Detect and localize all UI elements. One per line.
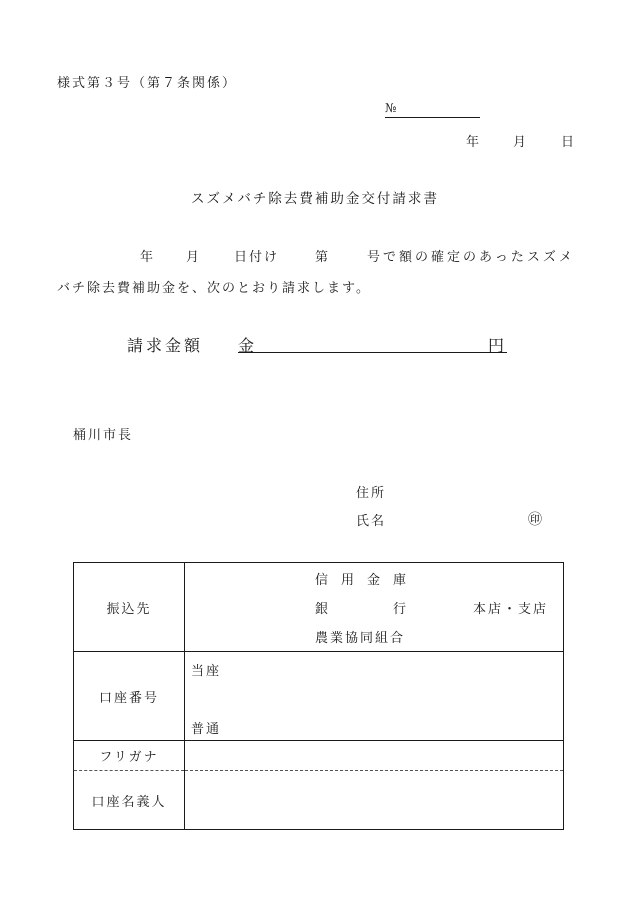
- account-kind-ordinary: 普通: [191, 722, 222, 737]
- number-label: №: [385, 101, 397, 115]
- institution-bank: 銀 行: [315, 602, 407, 617]
- account-holder-cell: [185, 771, 564, 830]
- amount-label: 請求金額: [127, 336, 204, 355]
- name-label: 氏名: [356, 514, 387, 529]
- body-line1-rest: 号で額の確定のあったスズメ: [367, 250, 575, 265]
- account-holder-row: [74, 771, 564, 830]
- addressee: 桶川市長: [73, 428, 134, 443]
- branch-type: 本店・支店: [473, 602, 549, 617]
- account-number-cell: [185, 652, 564, 741]
- body-dated: 日付け: [234, 250, 280, 265]
- account-holder-label: 口座名義人: [74, 771, 185, 830]
- form-number-label: 様式第３号（第７条関係）: [57, 76, 238, 91]
- body-line2: バチ除去費補助金を、次のとおり請求します。: [57, 281, 371, 296]
- document-number-field: [385, 101, 480, 118]
- amount-prefix: 金: [238, 336, 255, 355]
- transfer-row: [74, 563, 564, 652]
- account-number-row: [74, 652, 564, 741]
- furigana-cell: [185, 741, 564, 771]
- date-year-label: 年: [466, 135, 480, 150]
- amount-field: [238, 333, 507, 353]
- furigana-label: フリガナ: [74, 741, 185, 771]
- document-title: スズメバチ除去費補助金交付請求書: [191, 191, 439, 207]
- address-label: 住所: [356, 486, 387, 501]
- amount-suffix: 円: [487, 336, 504, 355]
- seal-mark: ㊞: [528, 512, 542, 528]
- furigana-row: [74, 741, 564, 771]
- institution-credit-union: 信 用 金 庫: [315, 573, 407, 588]
- bank-account-table: [73, 562, 564, 830]
- date-month-label: 月: [513, 135, 527, 150]
- transfer-cell: [185, 563, 564, 652]
- institution-agri-coop: 農業協同組合: [315, 631, 406, 646]
- date-day-label: 日: [561, 135, 575, 150]
- account-kind-current: 当座: [191, 664, 222, 679]
- body-year: 年: [140, 250, 154, 265]
- transfer-label: 振込先: [74, 563, 185, 652]
- account-number-label: 口座番号: [74, 652, 185, 741]
- body-month: 月: [186, 250, 200, 265]
- body-no: 第: [315, 250, 329, 265]
